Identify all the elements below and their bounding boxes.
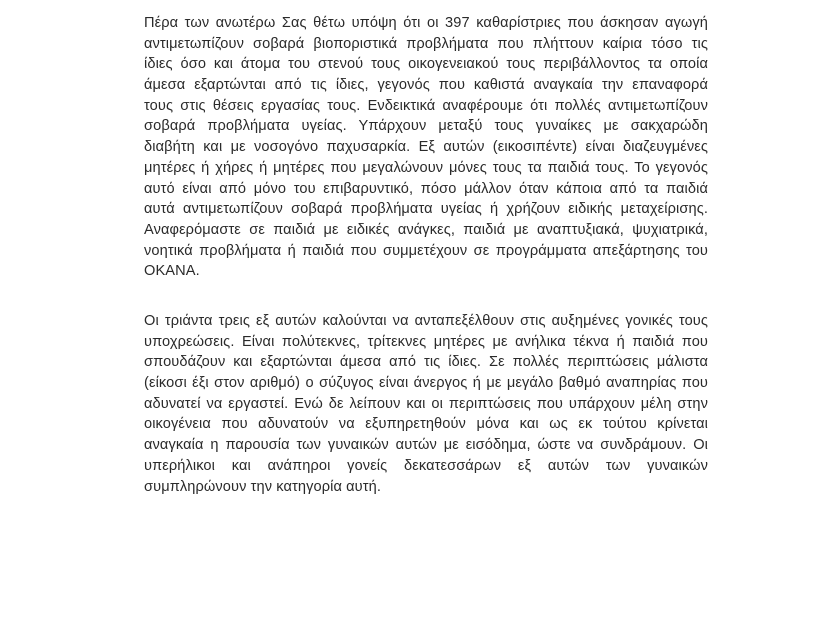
text-line: αυτά αντιμετωπίζουν σοβαρά προβλήματα υγείας ή χρήζουν ειδικής μεταχείρισης. <box>144 201 708 218</box>
text-line: αντιμετωπίζουν σοβαρά βιοποριστικά προβλήματα που πλήττουν καίρια τόσο τις <box>144 35 708 52</box>
text-line: αναγκαία η παρουσία των γυναικών αυτών με εισόδημα, ώστε να συνδράμουν. Οι <box>144 437 708 454</box>
text-line: ΟΚΑΝΑ. <box>144 263 200 280</box>
text-line: (είκοσι έξι στον αριθμό) ο σύζυγος είναι άνεργος ή με μεγάλο βαθμό αναπηρίας που <box>144 375 708 392</box>
paragraph-family-obligations <box>144 311 708 497</box>
text-line: υποχρεώσεις. Είναι πολύτεκνες, τρίτεκνες μητέρες με ανήλικα τέκνα ή παιδιά που <box>144 333 708 350</box>
text-line: σοβαρά προβλήματα υγείας. Υπάρχουν μεταξύ τους γυναίκες με σακχαρώδη <box>144 118 708 135</box>
text-line: υπερήλικοι και ανάπηροι γονείς δεκατεσσάρων εξ αυτών των γυναικών <box>144 457 708 474</box>
text-line: σπουδάζουν και εξαρτώνται άμεσα από τις ίδιες. Σε πολλές περιπτώσεις μάλιστα <box>144 354 708 371</box>
text-line: διαβήτη και με νοσογόνο παχυσαρκία. Εξ αυτών (εικοσιπέντε) είναι διαζευγμένες <box>144 139 708 156</box>
text-line: Πέρα των ανωτέρω Σας θέτω υπόψη ότι οι 397 καθαρίστριες που άσκησαν αγωγή <box>144 15 708 31</box>
text-line: συμπληρώνουν την κατηγορία αυτή. <box>144 478 381 495</box>
text-line: τους στις θέσεις εργασίας τους. Ενδεικτικά αναφέρουμε ότι πολλές αντιμετωπίζουν <box>144 97 708 114</box>
text-line: ίδιες όσο και άτομα του στενού τους οικογενειακού τους περιβάλλοντος τα οποία <box>144 56 708 73</box>
paragraph-workers-hardship <box>144 13 708 282</box>
text-line: Αναφερόμαστε σε παιδιά με ειδικές ανάγκες, παιδιά με αναπτυξιακά, ψυχιατρικά, <box>144 221 708 238</box>
text-line: αδυνατεί να εργαστεί. Ενώ δε λείπουν και οι περιπτώσεις που υπάρχουν μέλη στην <box>144 395 708 412</box>
text-line: οικογένεια που αδυνατούν να εξυπηρετηθούν μόνα και ως εκ τούτου κρίνεται <box>144 416 708 433</box>
text-line: νοητικά προβλήματα ή παιδιά που συμμετέχουν σε προγράμματα απεξάρτησης του <box>144 242 708 259</box>
text-line: μητέρες ή χήρες ή μητέρες που μεγαλώνουν μόνες τους τα παιδιά τους. Το γεγονός <box>144 159 708 176</box>
text-line: άμεσα εξαρτώνται από τις ίδιες, γεγονός που καθιστά αναγκαία την επαναφορά <box>144 77 708 94</box>
text-line: αυτό είναι από μόνο του επιβαρυντικό, πόσο μάλλον όταν κάποια από τα παιδιά <box>144 180 708 197</box>
text-line: Οι τριάντα τρεις εξ αυτών καλούνται να ανταπεξέλθουν στις αυξημένες γονικές τους <box>144 313 708 329</box>
